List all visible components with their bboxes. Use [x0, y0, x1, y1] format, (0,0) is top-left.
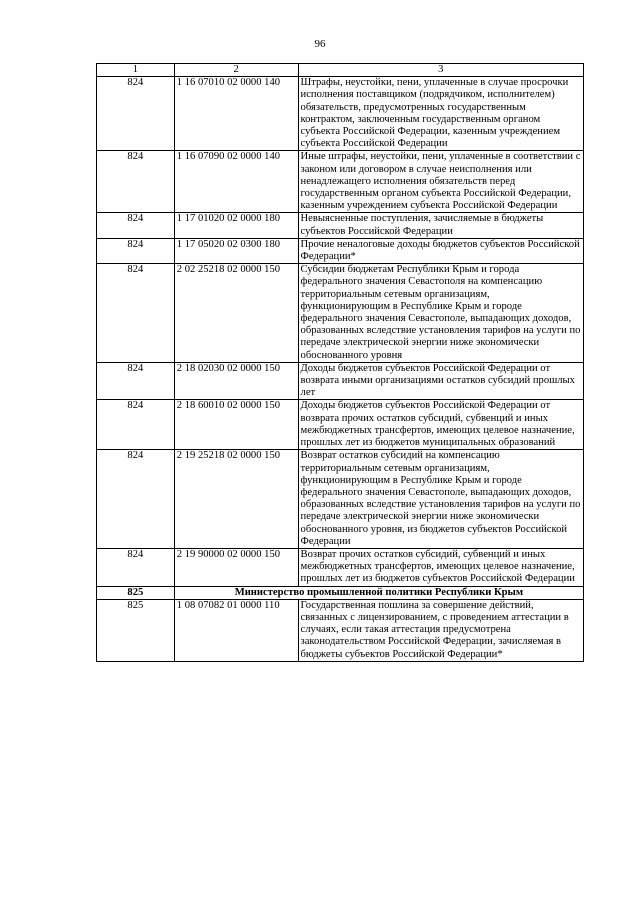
table-row — [97, 599, 584, 661]
revenue-name-cell: Государственная пошлина за совершение действий, связанных с лицензированием, с проведением аттестации в случаях, если такая аттестация предусмотрена законодательством Российской Федерации, зачисляемая в бюджеты субъектов Российской Федерации* — [298, 599, 583, 661]
revenue-code-cell: 1 08 07082 01 0000 110 — [174, 599, 298, 661]
administrator-code-cell: 824 — [97, 450, 175, 549]
table-row — [97, 400, 584, 450]
table-row — [97, 238, 584, 263]
administrator-code-cell: 824 — [97, 362, 175, 400]
revenue-code-cell: 2 19 25218 02 0000 150 — [174, 450, 298, 549]
revenue-code-cell: 2 19 90000 02 0000 150 — [174, 548, 298, 586]
table-row — [97, 77, 584, 151]
page-number: 96 — [314, 38, 326, 50]
table-row — [97, 264, 584, 363]
administrator-code-cell: 824 — [97, 264, 175, 363]
administrator-code-cell: 825 — [97, 599, 175, 661]
administrator-code-cell: 824 — [97, 238, 175, 263]
column-header: 2 — [174, 64, 298, 77]
revenue-name-cell: Возврат прочих остатков субсидий, субвенций и иных межбюджетных трансфертов, имеющих целевое назначение, прошлых лет из бюджетов субъектов Российской Федерации — [298, 548, 583, 586]
administrator-code-cell: 824 — [97, 400, 175, 450]
revenue-code-cell: 1 16 07010 02 0000 140 — [174, 77, 298, 151]
table-row — [97, 213, 584, 238]
ministry-section-row — [97, 586, 584, 599]
revenue-code-cell: 1 16 07090 02 0000 140 — [174, 151, 298, 213]
revenue-name-cell: Невыясненные поступления, зачисляемые в бюджеты субъектов Российской Федерации — [298, 213, 583, 238]
revenue-code-cell: 1 17 05020 02 0300 180 — [174, 238, 298, 263]
administrator-code-cell: 824 — [97, 213, 175, 238]
revenue-name-cell: Доходы бюджетов субъектов Российской Федерации от возврата иными организациями остатков субсидий прошлых лет — [298, 362, 583, 400]
revenue-code-cell: 1 17 01020 02 0000 180 — [174, 213, 298, 238]
administrator-code-cell: 824 — [97, 151, 175, 213]
table-header-row — [97, 64, 584, 77]
table-row — [97, 450, 584, 549]
table-row — [97, 548, 584, 586]
ministry-code-cell: 825 — [97, 586, 175, 599]
revenue-name-cell: Иные штрафы, неустойки, пени, уплаченные в соответствии с законом или договором в случае неисполнения или ненадлежащего исполнения обязательств перед государственным органом субъекта Российской Федерации, казенным учреждением субъекта Российской Федерации — [298, 151, 583, 213]
revenue-name-cell: Прочие неналоговые доходы бюджетов субъектов Российской Федерации* — [298, 238, 583, 263]
revenue-name-cell: Штрафы, неустойки, пени, уплаченные в случае просрочки исполнения поставщиком (подрядчиком, исполнителем) обязательств, предусмотренных государственным контрактом, заключенным государственным органом субъекта Российской Федерации, казенным учреждением субъекта Российской Федерации — [298, 77, 583, 151]
ministry-title-cell: Министерство промышленной политики Республики Крым — [174, 586, 583, 599]
revenue-name-cell: Субсидии бюджетам Республики Крым и города федерального значения Севастополя на компенсацию территориальным сетевым организациям, функционирующим в Республике Крым и городе федерального значения Севастополе, выпадающих доходов, образованных вследствие установления тарифов на услуги по передаче электрической энергии ниже экономически обоснованного уровня — [298, 264, 583, 363]
revenue-codes-table — [96, 63, 584, 662]
table-row — [97, 151, 584, 213]
revenue-code-cell: 2 18 02030 02 0000 150 — [174, 362, 298, 400]
revenue-code-cell: 2 18 60010 02 0000 150 — [174, 400, 298, 450]
table-row — [97, 362, 584, 400]
administrator-code-cell: 824 — [97, 548, 175, 586]
revenue-name-cell: Доходы бюджетов субъектов Российской Федерации от возврата прочих остатков субсидий, субвенций и иных межбюджетных трансфертов, имеющих целевое назначение, прошлых лет из бюджетов муниципальных образований — [298, 400, 583, 450]
column-header: 1 — [97, 64, 175, 77]
column-header: 3 — [298, 64, 583, 77]
revenue-name-cell: Возврат остатков субсидий на компенсацию территориальным сетевым организациям, функционирующим в Республике Крым и городе федерального значения Севастополе, выпадающих доходов, образованных вследствие установления тарифов на услуги по передаче электрической энергии ниже экономически обоснованного уровня, из бюджетов субъектов Российской Федерации — [298, 450, 583, 549]
revenue-code-cell: 2 02 25218 02 0000 150 — [174, 264, 298, 363]
administrator-code-cell: 824 — [97, 77, 175, 151]
